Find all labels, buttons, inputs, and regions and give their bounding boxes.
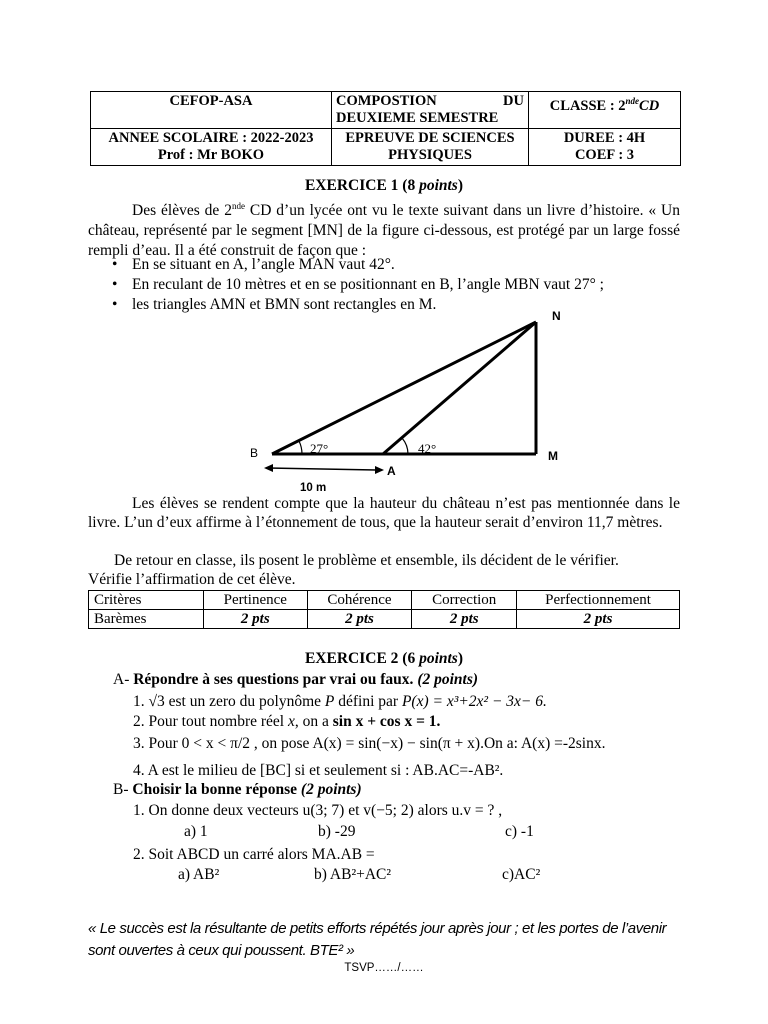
angle-arc-a [402,438,408,454]
composition-word1: COMPOSTION [336,93,437,109]
prof-name: Prof : Mr BOKO [157,147,265,163]
item-text: , on a [294,713,333,730]
classe-label: CLASSE : 2 [549,97,626,114]
partB-heading [113,780,362,800]
exercice1-paragraph3: De retour en classe, ils posent le problème et ensemble, ils décident de le vérifier. [114,552,619,569]
partB-question-2 [133,845,375,865]
table-cell: Correction [412,591,517,610]
q2-option-a: a) AB² [178,866,220,883]
criteria-table [88,590,680,629]
partA-item-3 [133,734,606,754]
composition-word2: DU [503,93,524,109]
label-a: A [387,464,396,478]
partA-heading [113,670,478,690]
item-text: Pour 0 < x < π/2 , on pose A(x) = sin(−x) − sin(π + x).On a: A(x) =-2sinx. [148,735,606,752]
q1-option-b: b) -29 [318,823,356,840]
arrow-head-left-icon [264,464,273,472]
distance-label: 10 m [300,482,327,494]
table-cell: Pertinence [204,591,308,610]
q2-option-c: c)AC² [502,866,541,883]
table-cell: Critères [89,591,204,610]
item-number: 2. [133,713,145,730]
arrow-head-right-icon [375,466,384,474]
duree-coef-cell [529,129,681,166]
exercice1-title [0,177,768,195]
item-number: 3. [133,735,145,752]
item-text: défini par [334,693,402,710]
q2-option-b: b) AB²+AC² [314,866,392,883]
table-cell: 2 pts [412,610,517,629]
partA-item-1 [133,692,547,712]
item-number: 1. [133,693,145,710]
bullet-item: • En se situant en A, l’angle MAN vaut 42°. [88,255,680,275]
exercice1-title-prefix: EXERCICE 1 (8 [304,177,420,194]
composition-word3: DEUXIEME SEMESTRE [336,110,499,126]
table-cell: 2 pts [307,610,412,629]
item-number: 2. [133,846,145,863]
item-var: x [287,713,295,730]
intro-part-b: CD d’un lycée ont vu le texte suivant dans un livre d’histoire. « Un château, représenté par le segment [MN] de la figure ci-dessous, est protégé par un large fossé rempli d’eau. Il a été construit de façon que : [88,202,680,260]
table-cell: 2 pts [517,610,680,629]
annee-scolaire: ANNEE SCOLAIRE : 2022-2023 [108,130,314,146]
label-m: M [548,449,558,463]
bullet-item: • les triangles AMN et BMN sont rectangles en M. [88,295,680,315]
label-b: B [250,446,259,460]
item-text: On donne deux vecteurs u(3; 7) et v(−5; 2) alors u.v = ? , [148,802,503,819]
motivational-quote: « Le succès est la résultante de petits efforts répétés jour après jour ; et les portes de l’avenir sont ouvertes à ceux qui poussent. BTE² » [88,920,667,959]
angle-b-value: 27° [310,441,329,456]
item-text: √3 est un zero du polynôme [148,693,325,710]
item-expr: sin x + cos x = 1. [332,713,441,730]
annee-prof-cell [91,129,332,166]
item-number: 1. [133,802,145,819]
partA-points: (2 points) [417,671,479,688]
partA-letter: A- [113,671,130,688]
coef: COEF : 3 [574,147,635,163]
duree: DUREE : 4H [563,130,646,146]
criteria-header-row [89,591,680,610]
table-cell: Barèmes [89,610,204,629]
classe-sup: nde [625,96,640,106]
epreuve-line1: EPREUVE DE SCIENCES [345,130,515,146]
exercice1-paragraph2: Les élèves se rendent compte que la hauteur du château n’est pas mentionnée dans le livre. L’un d’eux affirme à l’étonnement de tous, que la hauteur serait d’environ 11,7 mètres. [88,495,680,531]
epreuve-cell [332,129,529,166]
exercice1-intro [88,196,680,261]
table-cell: Cohérence [307,591,412,610]
exercice2-title-prefix: EXERCICE 2 (6 [304,650,420,667]
composition-cell [332,92,529,129]
criteria-points-row [89,610,680,629]
exercice1-title-suffix: ) [457,177,464,194]
item-text: Soit ABCD un carré alors MA.AB = [148,846,375,863]
triangle-figure [240,305,580,495]
partB-question-1 [133,801,502,821]
classe-cell [529,92,681,129]
item-var: P [324,693,335,710]
q1-option-a: a) 1 [184,823,208,840]
item-number: 4. [133,762,145,779]
q1-option-c: c) -1 [505,823,534,840]
exercice2-title [0,650,768,668]
header-table [90,91,681,166]
label-n: N [552,309,561,323]
exercice2-title-points: points [419,650,458,667]
angle-arc-b [299,441,302,454]
exercice1-title-points: points [419,177,458,194]
item-text: A est le milieu de [BC] si et seulement si : AB.AC=-AB². [147,762,504,779]
partB-letter: B- [113,781,129,798]
partA-title: Répondre à ses questions par vrai ou faux. [133,671,414,688]
item-text: Pour tout nombre réel [148,713,288,730]
exercice1-paragraph4: Vérifie l’affirmation de cet élève. [88,571,296,588]
epreuve-line2: PHYSIQUES [388,147,472,163]
partB-title: Choisir la bonne réponse [132,781,298,798]
classe-suffix: CD [639,97,660,114]
bullet-item: • En reculant de 10 mètres et en se positionnant en B, l’angle MBN vaut 27° ; [88,275,680,295]
partA-item-4 [133,761,503,781]
angle-a-value: 42° [418,441,437,456]
table-cell: Perfectionnement [517,591,680,610]
school-name: CEFOP-ASA [169,93,253,109]
intro-part-a: Des élèves de 2 [132,202,232,220]
footer-tsvp: TSVP……/…… [344,962,424,974]
school-cell [91,92,332,129]
table-cell: 2 pts [204,610,308,629]
distance-arrow [268,468,376,470]
partB-points: (2 points) [300,781,362,798]
item-expr: P(x) = x³+2x² − 3x− 6. [401,693,547,710]
intro-sup: nde [231,201,245,211]
partA-item-2 [133,712,440,732]
exercice2-title-suffix: ) [457,650,464,667]
